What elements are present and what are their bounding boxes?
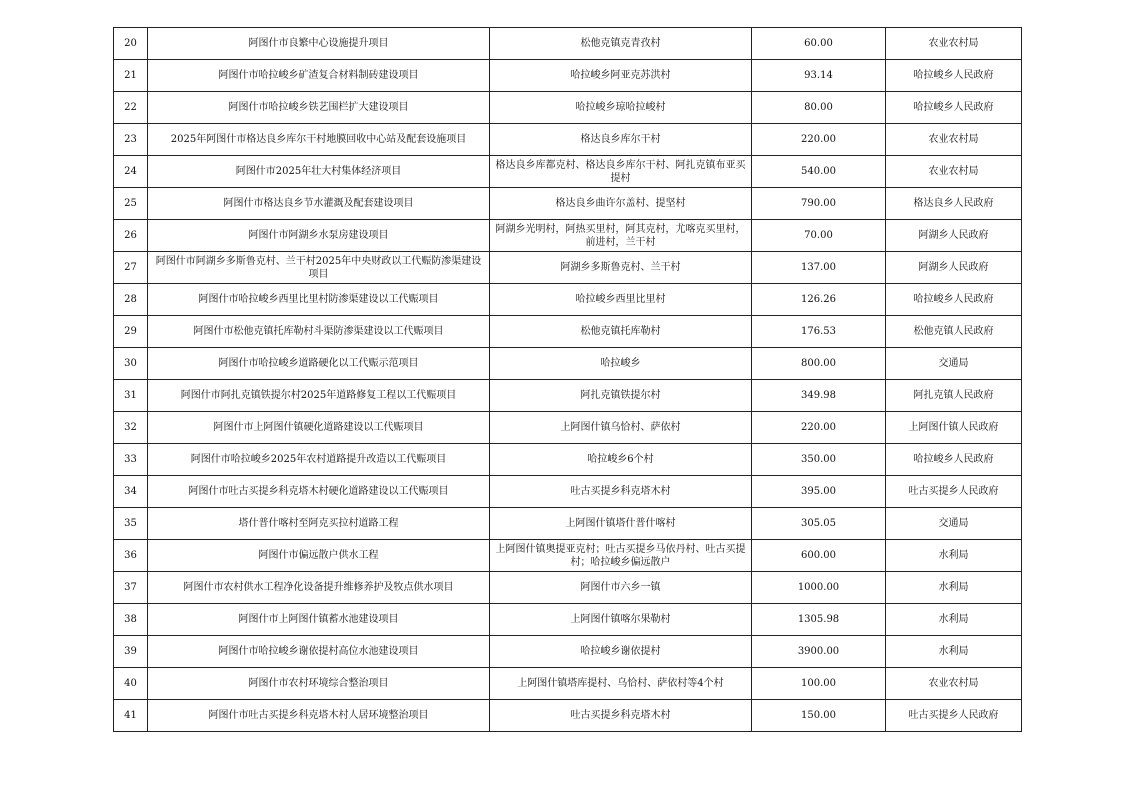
- project-location: 格达良乡曲许尔盖村、提坚村: [490, 188, 752, 220]
- project-location: 松他克镇克青孜村: [490, 28, 752, 60]
- table-row: [114, 28, 1022, 60]
- responsible-unit: 格达良乡人民政府: [886, 188, 1022, 220]
- row-number: 34: [114, 476, 148, 508]
- project-location: 哈拉峻乡6个村: [490, 444, 752, 476]
- responsible-unit: 哈拉峻乡人民政府: [886, 60, 1022, 92]
- fund-amount: 1305.98: [752, 604, 886, 636]
- table-row: [114, 60, 1022, 92]
- project-name: 2025年阿图什市格达良乡库尔干村地膜回收中心站及配套设施项目: [148, 124, 490, 156]
- responsible-unit: 交通局: [886, 508, 1022, 540]
- project-name: 阿图什市阿扎克镇铁提尔村2025年道路修复工程以工代赈项目: [148, 380, 490, 412]
- table-row: [114, 444, 1022, 476]
- project-name: 阿图什市上阿图什镇蓄水池建设项目: [148, 604, 490, 636]
- project-name: 阿图什市农村环境综合整治项目: [148, 668, 490, 700]
- row-number: 31: [114, 380, 148, 412]
- table-body: [114, 28, 1022, 732]
- project-location: 上阿图什镇塔库提村、乌恰村、萨依村等4个村: [490, 668, 752, 700]
- project-location: 格达良乡库尔干村: [490, 124, 752, 156]
- fund-amount: 137.00: [752, 252, 886, 284]
- project-location: 哈拉峻乡: [490, 348, 752, 380]
- table-row: [114, 508, 1022, 540]
- responsible-unit: 吐古买提乡人民政府: [886, 700, 1022, 732]
- responsible-unit: 农业农村局: [886, 156, 1022, 188]
- project-name: 阿图什市松他克镇托库勒村斗渠防渗渠建设以工代赈项目: [148, 316, 490, 348]
- project-location: 阿扎克镇铁提尔村: [490, 380, 752, 412]
- project-name: 阿图什市吐古买提乡科克塔木村硬化道路建设以工代赈项目: [148, 476, 490, 508]
- project-location: 哈拉峻乡谢依提村: [490, 636, 752, 668]
- project-name: 塔什普什喀村至阿克买拉村道路工程: [148, 508, 490, 540]
- responsible-unit: 水利局: [886, 540, 1022, 572]
- row-number: 35: [114, 508, 148, 540]
- project-location: 松他克镇托库勒村: [490, 316, 752, 348]
- responsible-unit: 阿湖乡人民政府: [886, 252, 1022, 284]
- project-name: 阿图什市哈拉峻乡2025年农村道路提升改造以工代赈项目: [148, 444, 490, 476]
- table-row: [114, 220, 1022, 252]
- fund-amount: 540.00: [752, 156, 886, 188]
- responsible-unit: 阿扎克镇人民政府: [886, 380, 1022, 412]
- fund-amount: 305.05: [752, 508, 886, 540]
- responsible-unit: 农业农村局: [886, 668, 1022, 700]
- project-location: 阿湖乡多斯鲁克村、兰干村: [490, 252, 752, 284]
- fund-amount: 3900.00: [752, 636, 886, 668]
- responsible-unit: 吐古买提乡人民政府: [886, 476, 1022, 508]
- responsible-unit: 阿湖乡人民政府: [886, 220, 1022, 252]
- responsible-unit: 水利局: [886, 572, 1022, 604]
- project-location: 上阿图什镇塔什普什喀村: [490, 508, 752, 540]
- table-row: [114, 412, 1022, 444]
- fund-amount: 60.00: [752, 28, 886, 60]
- fund-amount: 176.53: [752, 316, 886, 348]
- row-number: 22: [114, 92, 148, 124]
- responsible-unit: 农业农村局: [886, 124, 1022, 156]
- row-number: 32: [114, 412, 148, 444]
- table-row: [114, 92, 1022, 124]
- table-row: [114, 668, 1022, 700]
- responsible-unit: 上阿图什镇人民政府: [886, 412, 1022, 444]
- table-row: [114, 188, 1022, 220]
- row-number: 40: [114, 668, 148, 700]
- row-number: 33: [114, 444, 148, 476]
- fund-amount: 800.00: [752, 348, 886, 380]
- project-name: 阿图什市格达良乡节水灌溉及配套建设项目: [148, 188, 490, 220]
- project-location: 上阿图什镇乌恰村、萨依村: [490, 412, 752, 444]
- row-number: 38: [114, 604, 148, 636]
- project-name: 阿图什市2025年壮大村集体经济项目: [148, 156, 490, 188]
- fund-amount: 395.00: [752, 476, 886, 508]
- table-row: [114, 284, 1022, 316]
- table-row: [114, 348, 1022, 380]
- project-location: 哈拉峻乡阿亚克苏洪村: [490, 60, 752, 92]
- table-row: [114, 572, 1022, 604]
- fund-amount: 126.26: [752, 284, 886, 316]
- row-number: 36: [114, 540, 148, 572]
- table-row: [114, 380, 1022, 412]
- row-number: 21: [114, 60, 148, 92]
- table-row: [114, 156, 1022, 188]
- fund-amount: 80.00: [752, 92, 886, 124]
- table-row: [114, 124, 1022, 156]
- row-number: 26: [114, 220, 148, 252]
- project-name: 阿图什市吐古买提乡科克塔木村人居环境整治项目: [148, 700, 490, 732]
- row-number: 20: [114, 28, 148, 60]
- project-name: 阿图什市哈拉峻乡铁艺围栏扩大建设项目: [148, 92, 490, 124]
- fund-amount: 790.00: [752, 188, 886, 220]
- row-number: 27: [114, 252, 148, 284]
- table-row: [114, 540, 1022, 572]
- row-number: 41: [114, 700, 148, 732]
- responsible-unit: 松他克镇人民政府: [886, 316, 1022, 348]
- table-row: [114, 636, 1022, 668]
- fund-amount: 93.14: [752, 60, 886, 92]
- responsible-unit: 交通局: [886, 348, 1022, 380]
- project-name: 阿图什市阿湖乡水泵房建设项目: [148, 220, 490, 252]
- project-location: 上阿图什镇奥提亚克村；吐古买提乡马依丹村、吐古买提村；哈拉峻乡偏远散户: [490, 540, 752, 572]
- project-name: 阿图什市上阿图什镇硬化道路建设以工代赈项目: [148, 412, 490, 444]
- project-location: 格达良乡库都克村、格达良乡库尔干村、阿扎克镇布亚买提村: [490, 156, 752, 188]
- project-location: 阿湖乡光明村，阿热买里村，阿其克村，尤喀克买里村，前进村，兰干村: [490, 220, 752, 252]
- row-number: 23: [114, 124, 148, 156]
- project-location: 哈拉峻乡琼哈拉峻村: [490, 92, 752, 124]
- responsible-unit: 哈拉峻乡人民政府: [886, 92, 1022, 124]
- project-name: 阿图什市哈拉峻乡矿渣复合材料制砖建设项目: [148, 60, 490, 92]
- project-name: 阿图什市阿湖乡多斯鲁克村、兰干村2025年中央财政以工代赈防渗渠建设项目: [148, 252, 490, 284]
- project-location: 阿图什市六乡一镇: [490, 572, 752, 604]
- responsible-unit: 水利局: [886, 604, 1022, 636]
- fund-amount: 220.00: [752, 124, 886, 156]
- row-number: 39: [114, 636, 148, 668]
- project-name: 阿图什市哈拉峻乡西里比里村防渗渠建设以工代赈项目: [148, 284, 490, 316]
- fund-amount: 100.00: [752, 668, 886, 700]
- project-name: 阿图什市哈拉峻乡谢依提村高位水池建设项目: [148, 636, 490, 668]
- responsible-unit: 水利局: [886, 636, 1022, 668]
- project-location: 哈拉峻乡西里比里村: [490, 284, 752, 316]
- project-location: 吐古买提乡科克塔木村: [490, 700, 752, 732]
- responsible-unit: 哈拉峻乡人民政府: [886, 444, 1022, 476]
- fund-amount: 350.00: [752, 444, 886, 476]
- table-row: [114, 604, 1022, 636]
- table-row: [114, 252, 1022, 284]
- row-number: 29: [114, 316, 148, 348]
- fund-amount: 349.98: [752, 380, 886, 412]
- fund-amount: 1000.00: [752, 572, 886, 604]
- project-location: 上阿图什镇喀尔果勒村: [490, 604, 752, 636]
- project-table: [113, 27, 1022, 732]
- row-number: 24: [114, 156, 148, 188]
- responsible-unit: 农业农村局: [886, 28, 1022, 60]
- table-row: [114, 476, 1022, 508]
- row-number: 30: [114, 348, 148, 380]
- fund-amount: 220.00: [752, 412, 886, 444]
- project-location: 吐古买提乡科克塔木村: [490, 476, 752, 508]
- project-name: 阿图什市良繁中心设施提升项目: [148, 28, 490, 60]
- project-name: 阿图什市农村供水工程净化设备提升维修养护及牧点供水项目: [148, 572, 490, 604]
- fund-amount: 600.00: [752, 540, 886, 572]
- project-name: 阿图什市哈拉峻乡道路硬化以工代赈示范项目: [148, 348, 490, 380]
- fund-amount: 150.00: [752, 700, 886, 732]
- row-number: 37: [114, 572, 148, 604]
- table-row: [114, 700, 1022, 732]
- table-row: [114, 316, 1022, 348]
- row-number: 25: [114, 188, 148, 220]
- project-name: 阿图什市偏远散户供水工程: [148, 540, 490, 572]
- row-number: 28: [114, 284, 148, 316]
- fund-amount: 70.00: [752, 220, 886, 252]
- responsible-unit: 哈拉峻乡人民政府: [886, 284, 1022, 316]
